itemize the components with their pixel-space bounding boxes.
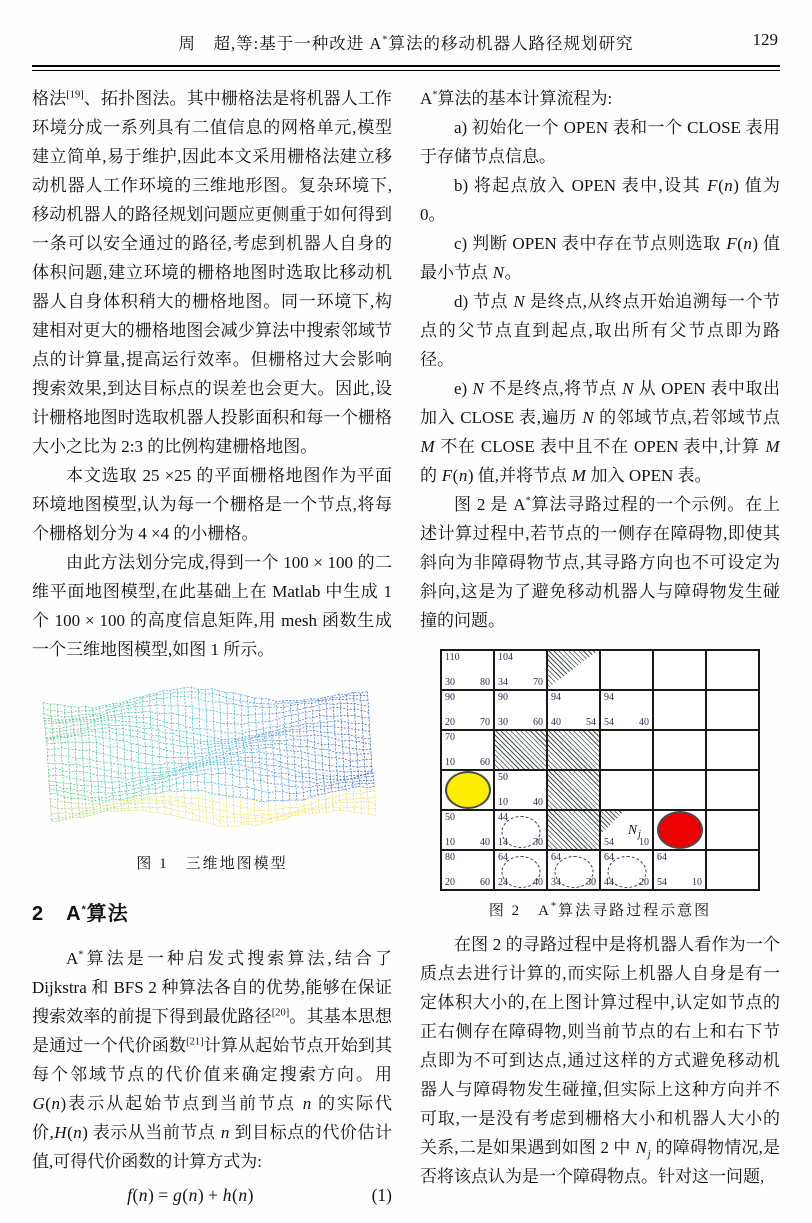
mesh-line bbox=[92, 708, 99, 800]
grid-cell bbox=[441, 690, 494, 730]
grid-cell bbox=[547, 650, 600, 690]
mesh-line bbox=[311, 797, 313, 813]
mesh-line bbox=[233, 693, 240, 798]
grid-cell bbox=[653, 810, 706, 850]
grid-cell bbox=[600, 650, 653, 690]
cell-cost-value: 20 bbox=[445, 717, 455, 728]
grid-cell bbox=[547, 690, 600, 730]
cell-cost-value: 20 bbox=[639, 877, 649, 888]
step-d: d) 节点 N 是终点,从终点开始追溯每一个节点的父节点直到起点,取出所有父节点即为路径。 bbox=[420, 292, 780, 369]
mesh-line bbox=[374, 787, 376, 816]
cell-cost-value: 104 bbox=[498, 652, 513, 663]
page-number: 129 bbox=[752, 30, 778, 49]
mesh-line bbox=[57, 794, 59, 821]
mesh-line bbox=[304, 700, 311, 797]
cell-cost-value: 14 bbox=[498, 837, 508, 848]
section-title: A*算法 bbox=[66, 903, 129, 925]
section-number: 2 bbox=[32, 903, 45, 925]
grid-cell bbox=[706, 650, 759, 690]
grid-cell bbox=[441, 810, 494, 850]
cell-cost-value: 54 bbox=[604, 717, 614, 728]
cell-cost-value: 60 bbox=[480, 757, 490, 768]
cell-cost-value: 30 bbox=[533, 837, 543, 848]
cell-cost-value: 10 bbox=[498, 797, 508, 808]
mesh-line bbox=[255, 698, 262, 802]
grid-cell bbox=[706, 730, 759, 770]
cell-cost-value: 64 bbox=[657, 852, 667, 863]
mesh-line bbox=[290, 700, 297, 800]
mesh-line bbox=[353, 692, 360, 786]
cell-cost-value: 10 bbox=[639, 837, 649, 848]
mesh-line bbox=[311, 699, 318, 795]
equation-1 bbox=[32, 1180, 392, 1211]
mesh-line bbox=[114, 704, 121, 800]
cell-cost-value: 44 bbox=[604, 877, 614, 888]
step-e: e) N 不是终点,将节点 N 从 OPEN 表中取出加入 CLOSE 表,遍历 N 的邻域节点,若邻域节点 M 不在 CLOSE 表中且不在 OPEN 表中,计算 M 的 F(n) 值,并将节点 M 加入 OPEN 表。 bbox=[420, 379, 781, 485]
cell-cost-value: 34 bbox=[551, 877, 561, 888]
node-label: $N_j$ bbox=[628, 821, 641, 841]
mesh-line bbox=[353, 787, 355, 812]
grid-cell bbox=[653, 730, 706, 770]
mesh-line bbox=[177, 792, 179, 817]
figure-1-caption: 图 1 三维地图模型 bbox=[136, 856, 288, 872]
grid-cell bbox=[441, 770, 494, 810]
cell-cost-value: 30 bbox=[586, 877, 596, 888]
mesh-line bbox=[304, 800, 306, 814]
cell-cost-value: 30 bbox=[445, 677, 455, 688]
grid-cell bbox=[600, 690, 653, 730]
mesh-line bbox=[254, 800, 256, 826]
grid-cell bbox=[547, 850, 600, 890]
cell-cost-value: 10 bbox=[692, 877, 702, 888]
cell-cost-value: 70 bbox=[480, 717, 490, 728]
mesh-line bbox=[128, 798, 130, 810]
mesh-line bbox=[247, 799, 249, 825]
cell-cost-value: 60 bbox=[480, 877, 490, 888]
cell-cost-value: 30 bbox=[498, 717, 508, 728]
mesh-line bbox=[121, 703, 128, 798]
start-point-icon bbox=[445, 771, 491, 809]
figure-2-caption: 图 2 A*算法寻路过程示意图 bbox=[488, 901, 712, 919]
mesh-line bbox=[191, 791, 193, 820]
cell-cost-value: 64 bbox=[498, 852, 508, 863]
cell-cost-value: 40 bbox=[551, 717, 561, 728]
paragraph-discussion: 在图 2 的寻路过程中是将机器人看作为一个质点去进行计算的,而实际上机器人自身是有一定体积大小的,在上图计算过程中,认定如节点的正右侧存在障碍物,则当前节点的右上和右下节点即为不可到达点,通过这样的方式避免移动机器人与障碍物发生碰撞,但实际上这种方向并不可取,一是没有考虑到栅格大小和机器人大小的关系,二是如果遇到如图 2 中 $N_j$ 的障碍物情况,是否将该点认为是一个障碍物点。针对这一问题, bbox=[420, 935, 781, 1186]
mesh-line bbox=[262, 802, 264, 823]
grid-cell bbox=[653, 850, 706, 890]
cell-cost-value: 110 bbox=[445, 652, 460, 663]
obstacle-hatch-icon bbox=[548, 651, 599, 689]
figure-1 bbox=[32, 686, 392, 873]
mesh-line bbox=[262, 698, 269, 801]
section-heading bbox=[32, 897, 392, 926]
mesh-line bbox=[247, 696, 254, 799]
mesh-line bbox=[64, 797, 66, 819]
mesh-line bbox=[113, 799, 115, 812]
grid-cell bbox=[653, 770, 706, 810]
mesh-line bbox=[290, 800, 292, 816]
mesh-line bbox=[106, 705, 113, 799]
mesh-line bbox=[50, 794, 52, 822]
grid-cell bbox=[653, 690, 706, 730]
cell-cost-value: 54 bbox=[657, 877, 667, 888]
grid-cell bbox=[653, 650, 706, 690]
paragraph-matlab-mesh: 由此方法划分完成,得到一个 100 × 100 的二维平面地图模型,在此基础上在 Matlab 中生成 1 个 100 × 100 的高度信息矩阵,用 mesh 函数生成一个三维地图模型,如图 1 所示。 bbox=[32, 553, 392, 659]
obstacle-cell bbox=[547, 810, 600, 850]
step-c: c) 判断 OPEN 表中存在节点则选取 F(n) 值最小节点 N。 bbox=[420, 234, 780, 282]
grid-cell bbox=[441, 650, 494, 690]
mesh-line bbox=[198, 689, 205, 791]
mesh-line bbox=[269, 699, 276, 801]
paragraph-fig2-intro: 图 2 是 A*算法寻路过程的一个示例。在上述计算过程中,若节点的一侧存在障碍物,即使其斜向为非障碍物节点,其寻路方向也不可设定为斜向,这是为了避免移动机器人与障碍物发生碰撞的问题。 bbox=[420, 495, 781, 630]
cell-cost-value: 40 bbox=[533, 877, 543, 888]
right-column bbox=[420, 84, 780, 1211]
cell-cost-value: 60 bbox=[533, 717, 543, 728]
grid-cell bbox=[706, 690, 759, 730]
cell-cost-value: 94 bbox=[551, 692, 561, 703]
mesh-line bbox=[128, 701, 135, 796]
mesh-line bbox=[212, 794, 214, 825]
cell-cost-value: 64 bbox=[604, 852, 614, 863]
cell-cost-value: 94 bbox=[604, 692, 614, 703]
goal-point-icon bbox=[657, 811, 703, 849]
grid-cell bbox=[600, 730, 653, 770]
cell-cost-value: 24 bbox=[498, 877, 508, 888]
cell-cost-value: 70 bbox=[445, 732, 455, 743]
grid-cell bbox=[441, 850, 494, 890]
cell-cost-value: 34 bbox=[498, 677, 508, 688]
cell-cost-value: 44 bbox=[498, 812, 508, 823]
cell-cost-value: 54 bbox=[604, 837, 614, 848]
grid-cell bbox=[494, 770, 547, 810]
cell-cost-value: 64 bbox=[551, 852, 561, 863]
obstacle-cell bbox=[547, 770, 600, 810]
corner-obstacle-hatch-icon bbox=[601, 811, 624, 834]
paragraph-flow-intro: A*算法的基本计算流程为: bbox=[420, 89, 613, 108]
cell-cost-value: 80 bbox=[480, 677, 490, 688]
grid-cell bbox=[494, 650, 547, 690]
paragraph-map-size: 本文选取 25 ×25 的平面栅格地图作为平面环境地图模型,认为每一个栅格是一个节点,将每个栅格划分为 4 ×4 的小栅格。 bbox=[32, 466, 392, 543]
step-a: a) 初始化一个 OPEN 表和一个 CLOSE 表用于存储节点信息。 bbox=[420, 118, 780, 166]
mesh-line bbox=[170, 791, 172, 816]
cell-cost-value: 50 bbox=[498, 772, 508, 783]
obstacle-cell bbox=[494, 730, 547, 770]
cell-cost-value: 90 bbox=[445, 692, 455, 703]
mesh-line bbox=[240, 797, 242, 825]
mesh-line bbox=[332, 792, 334, 811]
terrain-mesh-plot bbox=[40, 686, 376, 844]
mesh-line bbox=[184, 790, 186, 818]
mesh-line bbox=[85, 706, 92, 801]
cell-cost-value: 40 bbox=[533, 797, 543, 808]
grid-cell bbox=[600, 770, 653, 810]
path-planning-grid bbox=[440, 649, 760, 891]
mesh-line bbox=[283, 801, 285, 820]
grid-cell bbox=[600, 810, 653, 850]
cell-cost-value: 40 bbox=[480, 837, 490, 848]
cell-cost-value: 80 bbox=[445, 852, 455, 863]
grid-cell bbox=[706, 770, 759, 810]
mesh-line bbox=[360, 693, 367, 788]
grid-cell bbox=[441, 730, 494, 770]
mesh-line bbox=[318, 795, 320, 812]
mesh-line bbox=[205, 690, 212, 794]
grid-cell bbox=[706, 810, 759, 850]
mesh-line bbox=[177, 689, 184, 790]
equation-1-number: (1) bbox=[371, 1185, 392, 1205]
cell-cost-value: 40 bbox=[639, 717, 649, 728]
grid-cell bbox=[494, 690, 547, 730]
mesh-line bbox=[43, 703, 50, 794]
mesh-line bbox=[135, 796, 137, 810]
page-header bbox=[32, 30, 780, 56]
cell-cost-value: 20 bbox=[445, 877, 455, 888]
obstacle-cell bbox=[547, 730, 600, 770]
grid-cell bbox=[600, 850, 653, 890]
two-column-body bbox=[32, 84, 780, 1211]
mesh-line bbox=[367, 788, 369, 815]
paragraph-grid-method: 格法[19]、拓扑图法。其中栅格法是将机器人工作环境分成一系列具有二值信息的网格单元,模型建立简单,易于维护,因此本文采用栅格法建立移动机器人工作环境的三维地形图。复杂环境下,移动机器人的路径规划问题应更侧重于如何得到一条可以安全通过的路径,考虑到机器人自身的体积问题,建立环境的栅格地图时选取比移动机器人自身体积稍大的栅格地图。同一环境下,构建相对更大的栅格地图会减少算法中搜索邻域节点的计算量,提高运行效率。但栅格过大会影响搜索效果,到达目标点的误差也会更大。因此,设计栅格地图时选取机器人投影面积和每一个栅格大小之比为 2:3 的比例构建栅格地图。 bbox=[32, 89, 392, 456]
grid-cell bbox=[706, 850, 759, 890]
grid-cell bbox=[494, 850, 547, 890]
mesh-line bbox=[233, 797, 235, 827]
mesh-line bbox=[219, 690, 226, 796]
mesh-line bbox=[346, 695, 353, 787]
grid-cell bbox=[494, 810, 547, 850]
mesh-line bbox=[269, 801, 271, 823]
mesh-line bbox=[297, 701, 304, 800]
cell-cost-value: 50 bbox=[445, 812, 455, 823]
cell-cost-value: 70 bbox=[533, 677, 543, 688]
cell-cost-value: 10 bbox=[445, 837, 455, 848]
cell-cost-value: 90 bbox=[498, 692, 508, 703]
mesh-line bbox=[156, 794, 158, 812]
equation-1-expression: f(n) = g(n) + h(n) bbox=[127, 1185, 254, 1205]
left-column bbox=[32, 84, 392, 1211]
mesh-line bbox=[276, 702, 283, 801]
mesh-line bbox=[360, 787, 362, 814]
running-head: 周 超,等:基于一种改进 A*算法的移动机器人路径规划研究 bbox=[178, 34, 634, 53]
step-b: b) 将起点放入 OPEN 表中,设其 F(n) 值为 0。 bbox=[420, 176, 780, 224]
header-rule bbox=[32, 65, 780, 71]
paragraph-astar-intro: A*算法是一种启发式搜索算法,结合了 Dijkstra 和 BFS 2 种算法各自的优势,能够在保证搜索效率的前提下得到最优路径[20]。其基本思想是通过一个代价函数[21]计算从起始节点开始到其每个邻域节点的代价值来确定搜索方向。用 G(n)表示从起始节点到当前节点 n 的实际代价,H(n) 表示从当前节点 n 到目标点的代价估计值,可得代价函数的计算方式为: bbox=[32, 949, 393, 1171]
cell-cost-value: 54 bbox=[586, 717, 596, 728]
figure-2 bbox=[420, 649, 780, 920]
cell-cost-value: 10 bbox=[445, 757, 455, 768]
